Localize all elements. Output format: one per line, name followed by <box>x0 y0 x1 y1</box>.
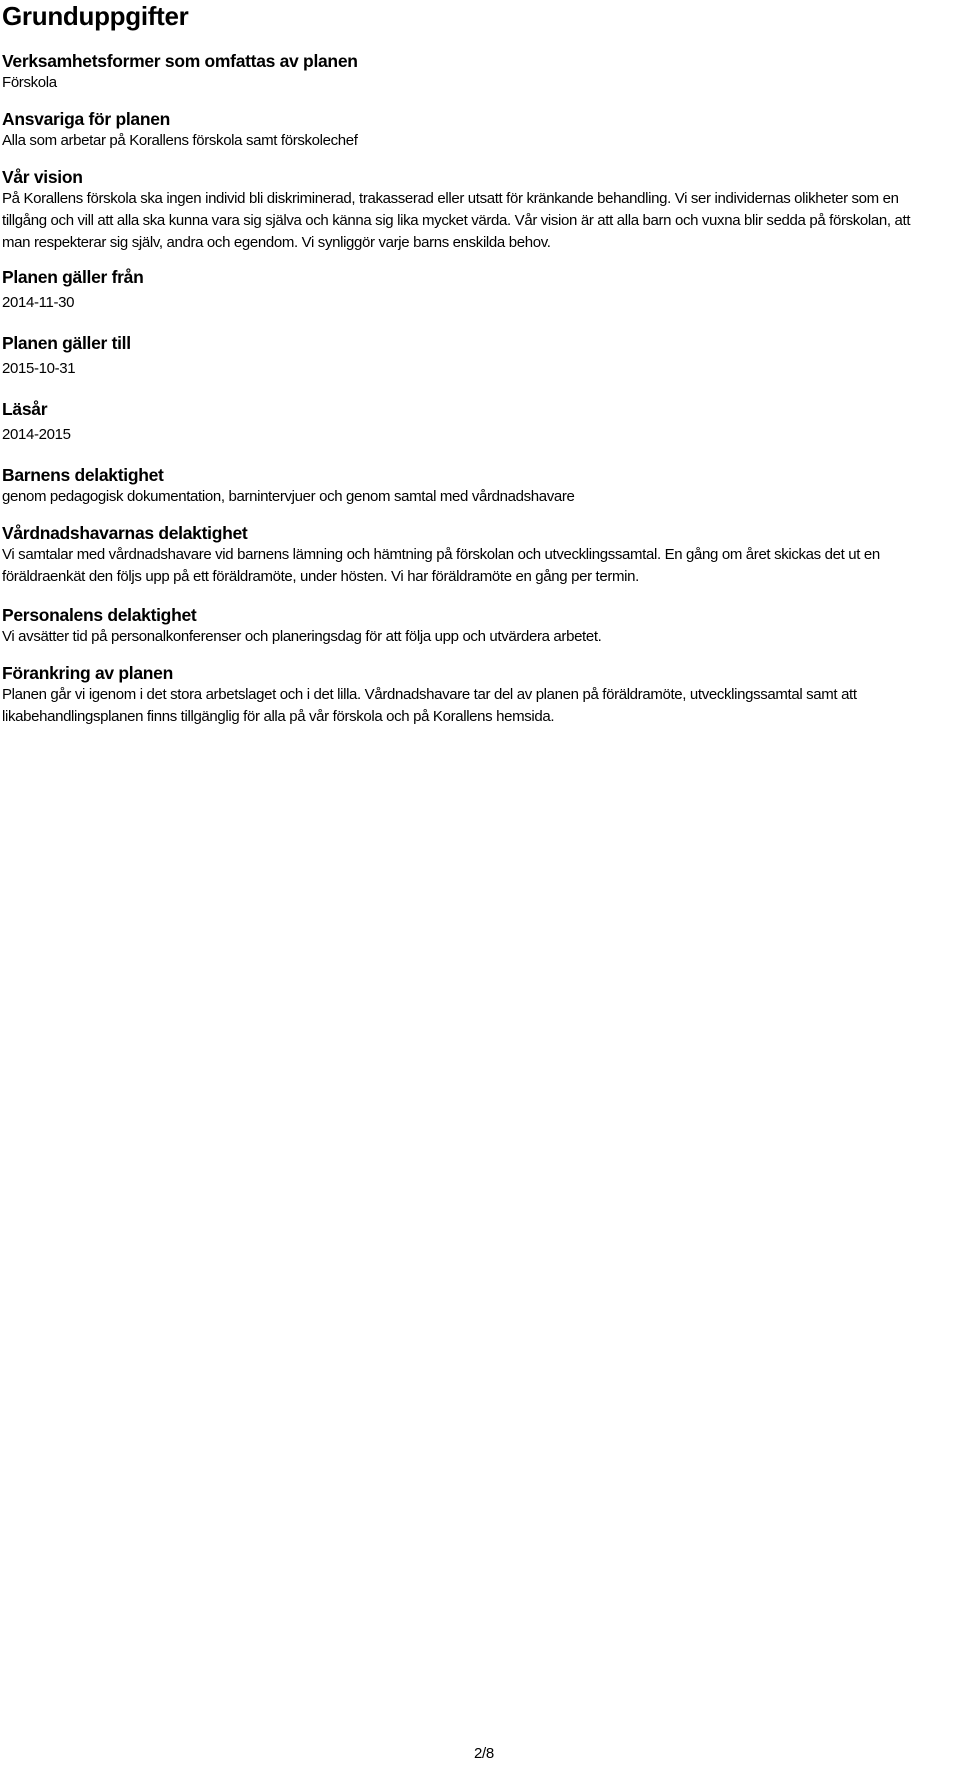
section-vardnadshavarnas-delaktighet <box>2 522 942 588</box>
section-planen-galler-till <box>2 332 942 380</box>
section-heading: Läsår <box>2 399 48 419</box>
section-body: 2014-11-30 <box>2 294 75 311</box>
section-body: 2015-10-31 <box>2 360 76 377</box>
section-body: Förskola <box>2 74 57 91</box>
section-ansvariga <box>2 108 942 152</box>
section-heading: Planen gäller från <box>2 267 144 287</box>
page-number: 2/8 <box>474 1745 494 1762</box>
section-body: På Korallens förskola ska ingen individ bli diskriminerad, trakasserad eller utsatt för kränkande behandling. Vi ser individernas olikheter som en tillgång och vill att alla ska kunna vara sig själva och känna sig lika mycket värda. Vår vision är att alla barn och vuxna blir sedda på förskolan, att man respekterar sig själv, andra och egendom. Vi synliggör varje barns enskilda behov. <box>2 190 911 251</box>
section-body: Vi avsätter tid på personalkonferenser och planeringsdag för att följa upp och utvärdera arbetet. <box>2 628 602 645</box>
section-body: Vi samtalar med vårdnadshavare vid barnens lämning och hämtning på förskolan och utvecklingssamtal. En gång om året skickas det ut en föräldraenkät den följs upp på ett föräldramöte, under hösten. Vi har föräldramöte en gång per termin. <box>2 546 880 585</box>
section-heading: Förankring av planen <box>2 663 173 683</box>
section-personalens-delaktighet <box>2 604 942 648</box>
section-planen-galler-fran <box>2 266 942 314</box>
section-heading: Ansvariga för planen <box>2 109 171 129</box>
section-body: Planen går vi igenom i det stora arbetslaget och i det lilla. Vårdnadshavare tar del av planen på föräldramöte, utvecklingssamtal samt att likabehandlingsplanen finns tillgänglig för alla på vår förskola och på Korallens hemsida. <box>2 686 857 725</box>
section-barnens-delaktighet <box>2 464 942 508</box>
section-verksamhetsformer <box>2 50 942 94</box>
section-heading: Verksamhetsformer som omfattas av planen <box>2 51 358 71</box>
section-body: genom pedagogisk dokumentation, barnintervjuer och genom samtal med vårdnadshavare <box>2 488 575 505</box>
page-title: Grunduppgifter <box>2 1 189 31</box>
section-heading: Barnens delaktighet <box>2 465 164 485</box>
section-heading: Planen gäller till <box>2 333 131 353</box>
section-var-vision <box>2 166 942 254</box>
section-heading: Personalens delaktighet <box>2 605 197 625</box>
section-lasar <box>2 398 942 446</box>
section-body: Alla som arbetar på Korallens förskola samt förskolechef <box>2 132 358 149</box>
section-body: 2014-2015 <box>2 426 71 443</box>
section-heading: Vår vision <box>2 167 83 187</box>
section-heading: Vårdnadshavarnas delaktighet <box>2 523 248 543</box>
document-page <box>2 0 942 728</box>
section-forankring <box>2 662 942 728</box>
